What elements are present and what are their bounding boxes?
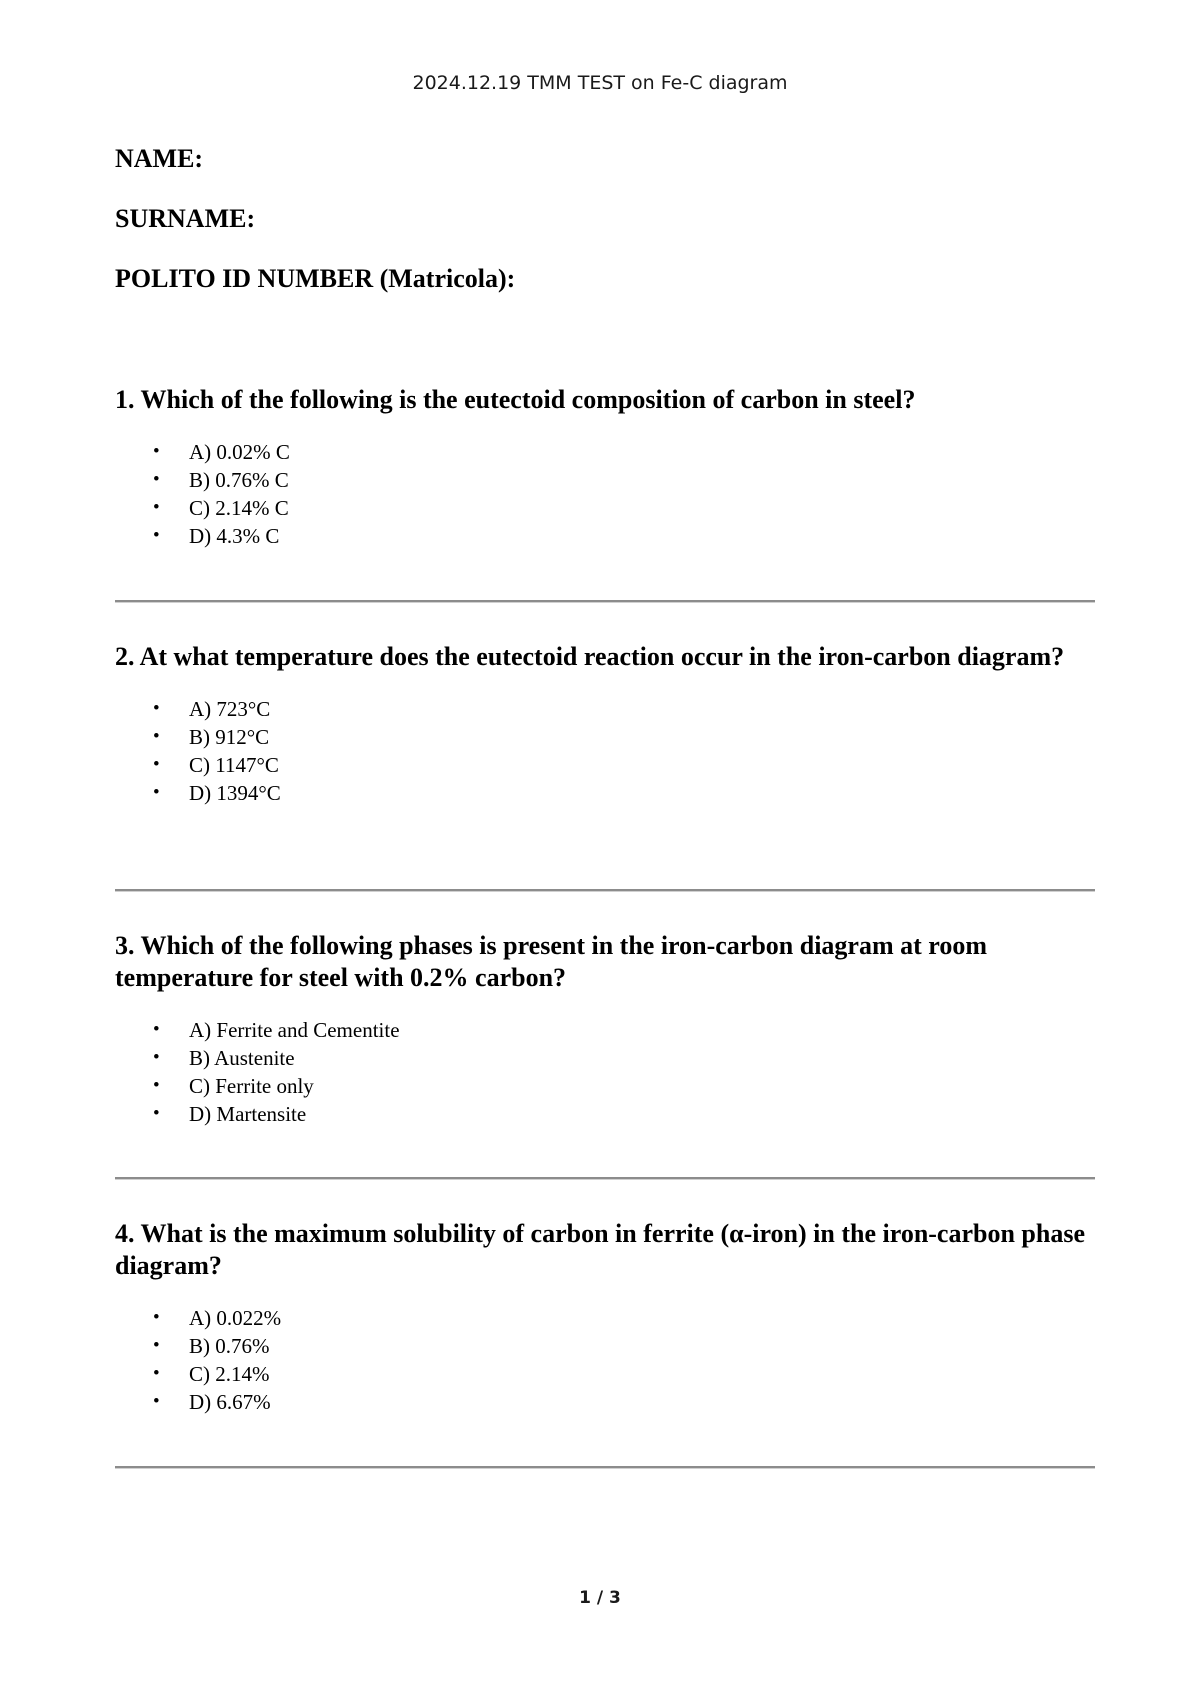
- option-label: D) 4.3% C: [189, 524, 280, 548]
- polito-id-field-label: POLITO ID NUMBER (Matricola):: [115, 264, 516, 293]
- option-b: [115, 1332, 1095, 1360]
- separator-rule: [115, 1177, 1095, 1180]
- option-b: [115, 723, 1095, 751]
- bullet-icon: •: [153, 782, 160, 803]
- question-3: [115, 930, 1095, 1128]
- option-label: A) 0.02% C: [189, 440, 290, 464]
- question-1-text: 1. Which of the following is the eutectoid composition of carbon in steel?: [115, 385, 916, 414]
- bullet-icon: •: [153, 1047, 160, 1068]
- separator-rule: [115, 600, 1095, 603]
- bullet-icon: •: [153, 1363, 160, 1384]
- option-d: [115, 779, 1095, 807]
- option-d: [115, 1388, 1095, 1416]
- option-label: C) 2.14%: [189, 1362, 270, 1386]
- bullet-icon: •: [153, 1391, 160, 1412]
- option-label: C) 1147°C: [189, 753, 279, 777]
- bullet-icon: •: [153, 1019, 160, 1040]
- bullet-icon: •: [153, 698, 160, 719]
- question-4-options: [115, 1304, 1095, 1416]
- option-label: C) 2.14% C: [189, 496, 289, 520]
- question-4-text: 4. What is the maximum solubility of carbon in ferrite (α-iron) in the iron-carbon phase diagram?: [115, 1219, 1086, 1280]
- bullet-icon: •: [153, 1335, 160, 1356]
- option-c: [115, 1360, 1095, 1388]
- option-c: [115, 1072, 1095, 1100]
- option-c: [115, 494, 1095, 522]
- bullet-icon: •: [153, 441, 160, 462]
- bullet-icon: •: [153, 497, 160, 518]
- bullet-icon: •: [153, 1307, 160, 1328]
- option-label: A) 723°C: [189, 697, 271, 721]
- option-label: B) 912°C: [189, 725, 270, 749]
- option-label: D) Martensite: [189, 1102, 307, 1126]
- separator-rule: [115, 1466, 1095, 1469]
- bullet-icon: •: [153, 1075, 160, 1096]
- question-2-options: [115, 695, 1095, 807]
- option-a: [115, 1016, 1095, 1044]
- option-a: [115, 695, 1095, 723]
- question-4: [115, 1218, 1095, 1416]
- option-label: D) 1394°C: [189, 781, 281, 805]
- page-number: 1 / 3: [579, 1588, 621, 1608]
- question-2-text: 2. At what temperature does the eutectoid reaction occur in the iron-carbon diagram?: [115, 642, 1065, 671]
- separator-rule: [115, 889, 1095, 892]
- option-label: C) Ferrite only: [189, 1074, 314, 1098]
- option-label: B) 0.76% C: [189, 468, 289, 492]
- bullet-icon: •: [153, 754, 160, 775]
- option-a: [115, 1304, 1095, 1332]
- question-3-options: [115, 1016, 1095, 1128]
- option-label: D) 6.67%: [189, 1390, 271, 1414]
- bullet-icon: •: [153, 1103, 160, 1124]
- option-d: [115, 1100, 1095, 1128]
- bullet-icon: •: [153, 469, 160, 490]
- bullet-icon: •: [153, 726, 160, 747]
- question-1-options: [115, 438, 1095, 550]
- surname-field-label: SURNAME:: [115, 204, 256, 233]
- option-label: B) 0.76%: [189, 1334, 270, 1358]
- option-b: [115, 1044, 1095, 1072]
- option-label: B) Austenite: [189, 1046, 295, 1070]
- option-label: A) 0.022%: [189, 1306, 282, 1330]
- option-c: [115, 751, 1095, 779]
- option-label: A) Ferrite and Cementite: [189, 1018, 400, 1042]
- name-field-label: NAME:: [115, 144, 204, 173]
- page-header-title: 2024.12.19 TMM TEST on Fe-C diagram: [412, 72, 788, 94]
- option-b: [115, 466, 1095, 494]
- option-d: [115, 522, 1095, 550]
- question-2: [115, 641, 1095, 807]
- question-1: [115, 384, 1095, 550]
- option-a: [115, 438, 1095, 466]
- bullet-icon: •: [153, 525, 160, 546]
- question-3-text: 3. Which of the following phases is present in the iron-carbon diagram at room temperature for steel with 0.2% carbon?: [115, 931, 988, 992]
